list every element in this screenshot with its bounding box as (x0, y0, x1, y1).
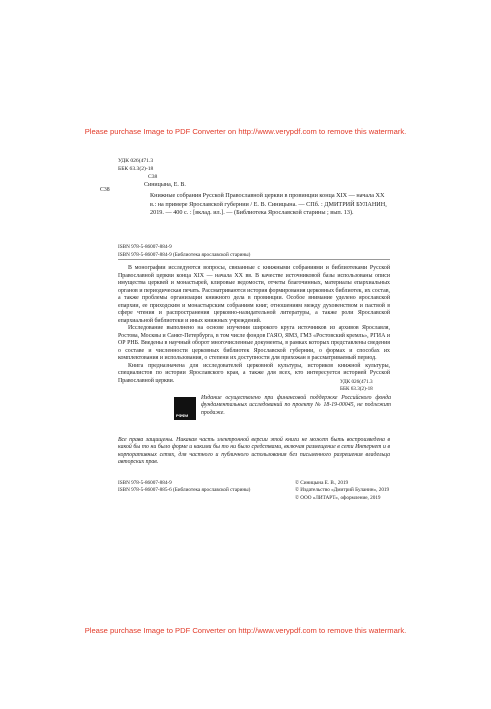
isbn-block (118, 243, 250, 259)
copyright-line: © Издательство «Дмитрий Буланин», 2019 (295, 487, 390, 494)
isbn-line: ISBN 978-5-86007-884-9 (118, 244, 172, 250)
watermark-bottom: Please purchase Image to PDF Converter on http://www.verypdf.com to remove this watermark. (84, 626, 407, 635)
grant-notice: Издание осуществлено при финансовой поддержке Российского фонда фундаментальных исследований по проекту № 18-19-00045, не подлежит продаже. (201, 395, 391, 416)
watermark-top: Please purchase Image to PDF Converter on http://www.verypdf.com to remove this watermark. (84, 127, 407, 136)
rffi-logo-text: РФФИ (176, 413, 189, 418)
isbn-bottom-line: ISBN 978-5-86007-885-6 (Библиотека ярославской старины) (118, 487, 251, 494)
copyright-line: © Синицына Е. В., 2019 (295, 480, 349, 486)
abstract-paragraph: Книга предназначена для исследователей церковной культуры, историков книжной культуры, специалистов по истории Ярославского края, а также для всех, кто интересуется историей Русской Православной церкви. (118, 362, 390, 384)
bbk-code-repeat: ББК 63.3(2)-18 (340, 386, 373, 393)
record-cipher: С38 (100, 187, 110, 193)
rffi-logo (174, 397, 196, 420)
bbk-code: ББК 63.3(2)-18 (118, 166, 154, 172)
abstract (118, 265, 390, 385)
abstract-paragraph: Исследование выполнено на основе изучения широкого круга источников из архивов Ярославля, Ростова, Москвы и Санкт-Петербурга, в том числе фондов ГАЯО, ЯМЗ, ГМЗ «Ростовский кремль», РГИА и ОР РНБ. Введены в научный оборот многочисленные документы, в рамках которых представлены сведения о составе и численности церковных библиотек Ярославской губернии, о формах и способах их комплектования и использования, о степени их доступности для прихожан в рассматриваемый период. (118, 325, 390, 361)
classification-block (118, 157, 157, 181)
isbn-bottom (118, 480, 250, 495)
record-description: Книжные собрания Русской Православной церкви в провинции конца XIX — начала XX в.: на примере Ярославской губернии / Е. В. Синицына. — СПб. : ДМИТРИЙ БУЛАНИН, 2019. — 400 с. : [вклад. ил.]. — (Библиотека Ярославской старины ; вып. 13). (150, 192, 387, 217)
udc-code-repeat: УДК 026(471.3 (340, 379, 373, 385)
author-sign: С38 (148, 174, 158, 180)
classification-repeat (340, 379, 373, 394)
divider (118, 259, 390, 260)
copyright-line: © ООО «ЛИТАРТ», оформление, 2019 (295, 494, 381, 501)
record-author: Синицына, Е. В. (144, 182, 186, 188)
isbn-bottom-line: ISBN 978-5-86007-884-9 (118, 480, 172, 486)
udc-code: УДК 026(471.3 (118, 158, 154, 164)
copyright-lines (295, 480, 389, 502)
abstract-paragraph: В монографии исследуются вопросы, связанные с книжными собраниями и библиотеками Русской Православной церкви конца XIX — начала XX вв. В качестве источниковой базы использованы описи имущества церквей и монастырей, клировые ведомости, отчеты благочинных, материалы епархиальных органов и периодическая печать. Рассматриваются история формирования церковных библиотек, их состав, а также проблемы организации книжного дела в провинции. Особое внимание уделено ярославской епархии, ее приходским и монастырским собраниям книг, отношениям между духовенством и паствой в сфере чтения и распространения церковно-назидательной литературы, а также роли Ярославской епархиальной библиотеки и иных книжных учреждений. (118, 265, 390, 324)
copyright-notice: Все права защищены. Никакая часть электронной версии этой книги не может быть воспроизведена в какой бы то ни было форме и какими бы то ни было средствами, включая размещение в сети Интернет и в корпоративных сетях, для частного и публичного использования без письменного разрешения владельца авторских прав. (118, 437, 390, 466)
isbn-line-series: ISBN 978-5-86007-884-9 (Библиотека ярославской старины) (118, 252, 251, 258)
